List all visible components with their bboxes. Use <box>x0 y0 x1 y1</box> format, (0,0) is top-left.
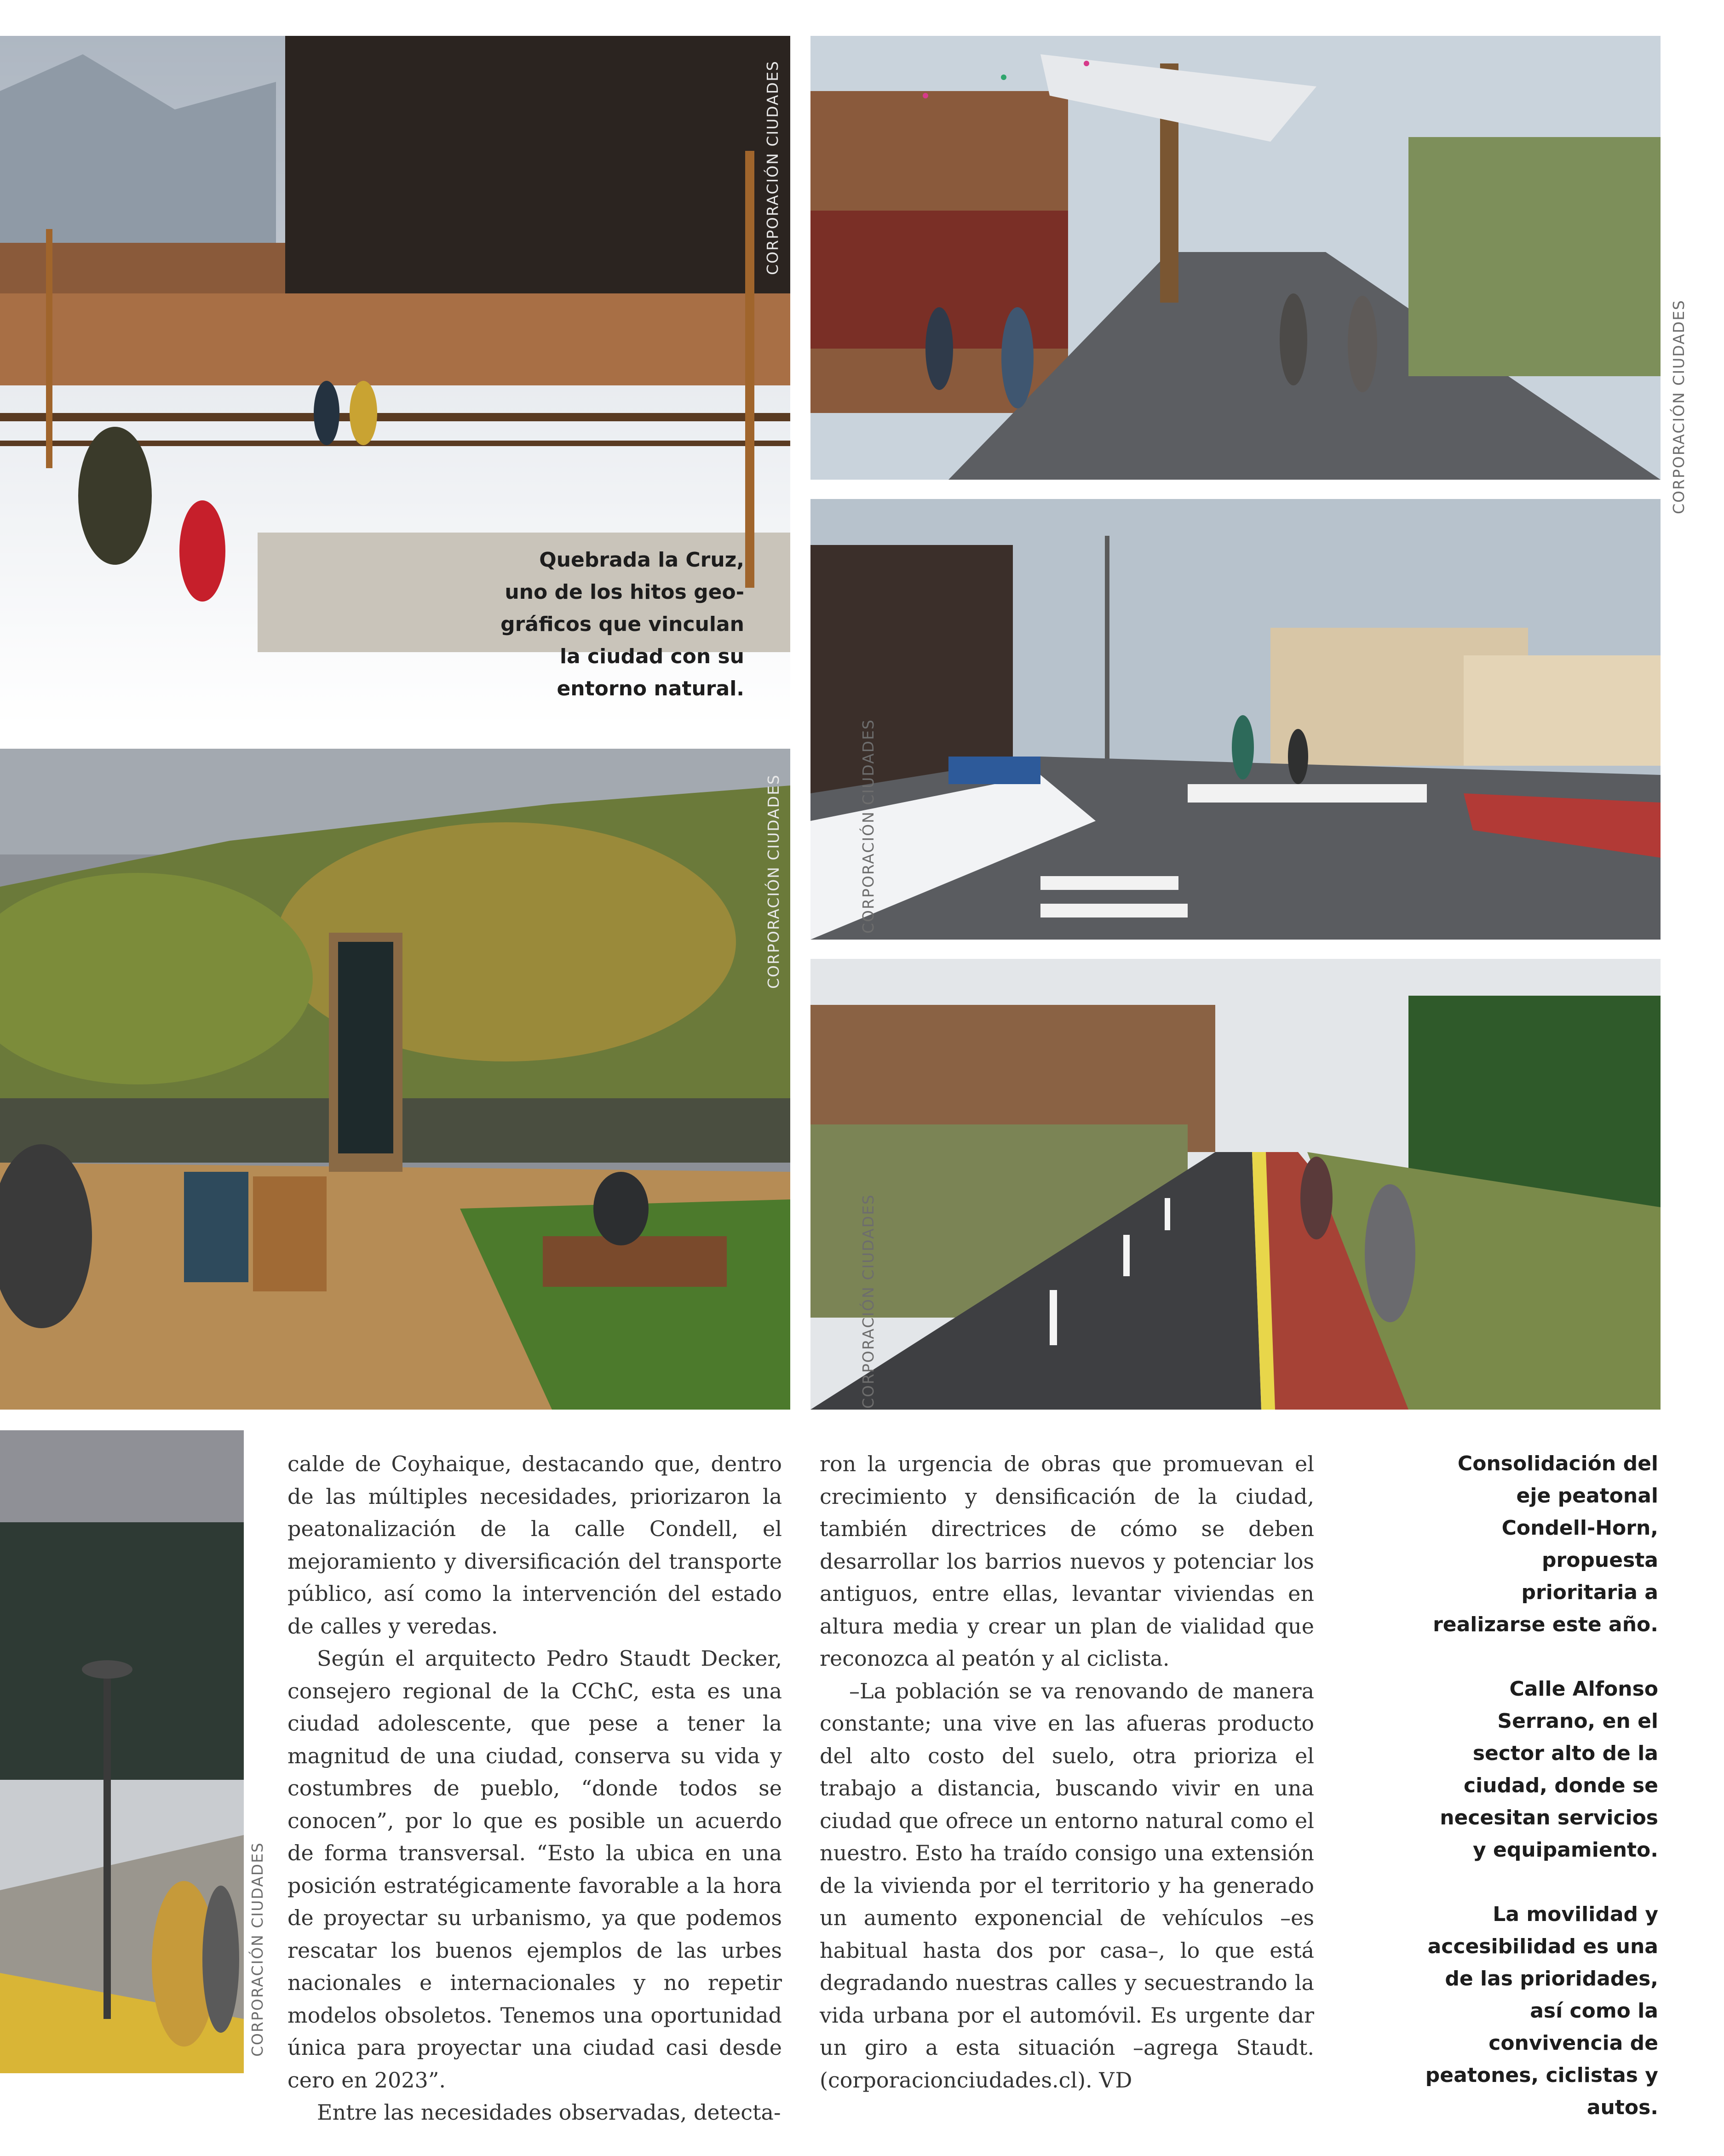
photo-credit: CORPORACIÓN CIUDADES <box>1670 299 1688 514</box>
photo-quebrada-la-cruz <box>0 36 790 726</box>
photo-pedestrian-street <box>810 36 1688 514</box>
photo-credit: CORPORACIÓN CIUDADES <box>764 774 782 989</box>
caption-condell-horn: Consolidación del eje peatonal Condell-Horn, propuesta prioritaria a realizarse este año. <box>1433 1452 1658 1636</box>
paragraph: Entre las necesidades observadas, detecta- <box>317 2100 781 2125</box>
article-column-1 <box>287 1448 782 2129</box>
photo-road-bikelane <box>810 959 1661 1410</box>
photo-credit: CORPORACIÓN CIUDADES <box>764 60 782 275</box>
caption-line: entorno natural. <box>557 677 744 700</box>
photo-caption <box>422 544 744 705</box>
photo-river-signage <box>0 749 790 1410</box>
caption-line: Quebrada la Cruz, <box>539 548 744 572</box>
photo-street-crosswalk <box>810 499 1661 940</box>
photo-credit: CORPORACIÓN CIUDADES <box>859 1194 877 1409</box>
paragraph <box>820 1675 1314 2097</box>
caption-line: uno de los hitos geo- <box>505 580 744 604</box>
photo-credit: CORPORACIÓN CIUDADES <box>859 719 877 934</box>
paragraph: ron la urgencia de obras que promuevan el crecimiento y densificación de la ciudad, también directrices de cómo se deben desarrollar los barrios nuevos y potenciar los antiguos, entre ellas, levantar viviendas en altura media y crear un plan de vialidad que reconozca al peatón y al ciclista. <box>820 1451 1314 1671</box>
paragraph: calde de Coyhaique, destacando que, dentro de las múltiples necesidades, priorizaron la peatonalización de la calle Condell, el mejoramiento y diversificación del transporte público, así como la intervención del estado de calles y veredas. <box>287 1451 782 1639</box>
paragraph-text: –La población se va renovando de manera constante; una vive en las afueras producto del alto costo del suelo, otra prioriza el trabajo a distancia, buscando vivir en una ciudad que ofrece un entorno natural como el nuestro. Esto ha traído consigo una extensión de la vivienda por el territorio y ha generado un aumento exponencial de vehículos –es habitual hasta dos por casa–, lo que está degradando nuestras calles y secuestrando la vida urbana por el automóvil. Es urgente dar un giro a esta situación –agrega Staudt. (corporacionciudades.cl). <box>820 1678 1314 2093</box>
caption-alfonso-serrano: Calle Alfonso Serrano, en el sector alto de la ciudad, donde se necesitan servicios y equipamiento. <box>1440 1677 1658 1862</box>
photo-captions <box>1421 1448 1658 2156</box>
caption-line: gráficos que vinculan <box>500 613 744 636</box>
author-signature: VD <box>1099 2067 1133 2093</box>
photo-winter-trail <box>0 1430 266 2073</box>
paragraph: Según el arquitecto Pedro Staudt Decker, consejero regional de la CChC, esta es una ciudad adolescente, que pese a tener la magnitud de una ciudad, conserva su vida y costumbres de pueblo, “donde todos se conocen”, por lo que es posible un acuerdo de forma transversal. “Esto la ubica en una posición estratégicamente favorable a la hora de proyectar su urbanismo, ya que podemos rescatar los buenos ejemplos de las urbes nacionales e internacionales y no repetir modelos obsoletos. Tenemos una oportunidad única para proyectar una ciudad casi desde cero en 2023”. <box>287 1646 782 2093</box>
caption-line: la ciudad con su <box>559 645 744 668</box>
photo-credit: CORPORACIÓN CIUDADES <box>248 1842 266 2057</box>
article-column-2 <box>820 1448 1314 2096</box>
caption-movilidad: La movilidad y accesibilidad es una de las prioridades, así como la convivencia de peatones, ciclistas y autos. <box>1425 1903 1658 2119</box>
